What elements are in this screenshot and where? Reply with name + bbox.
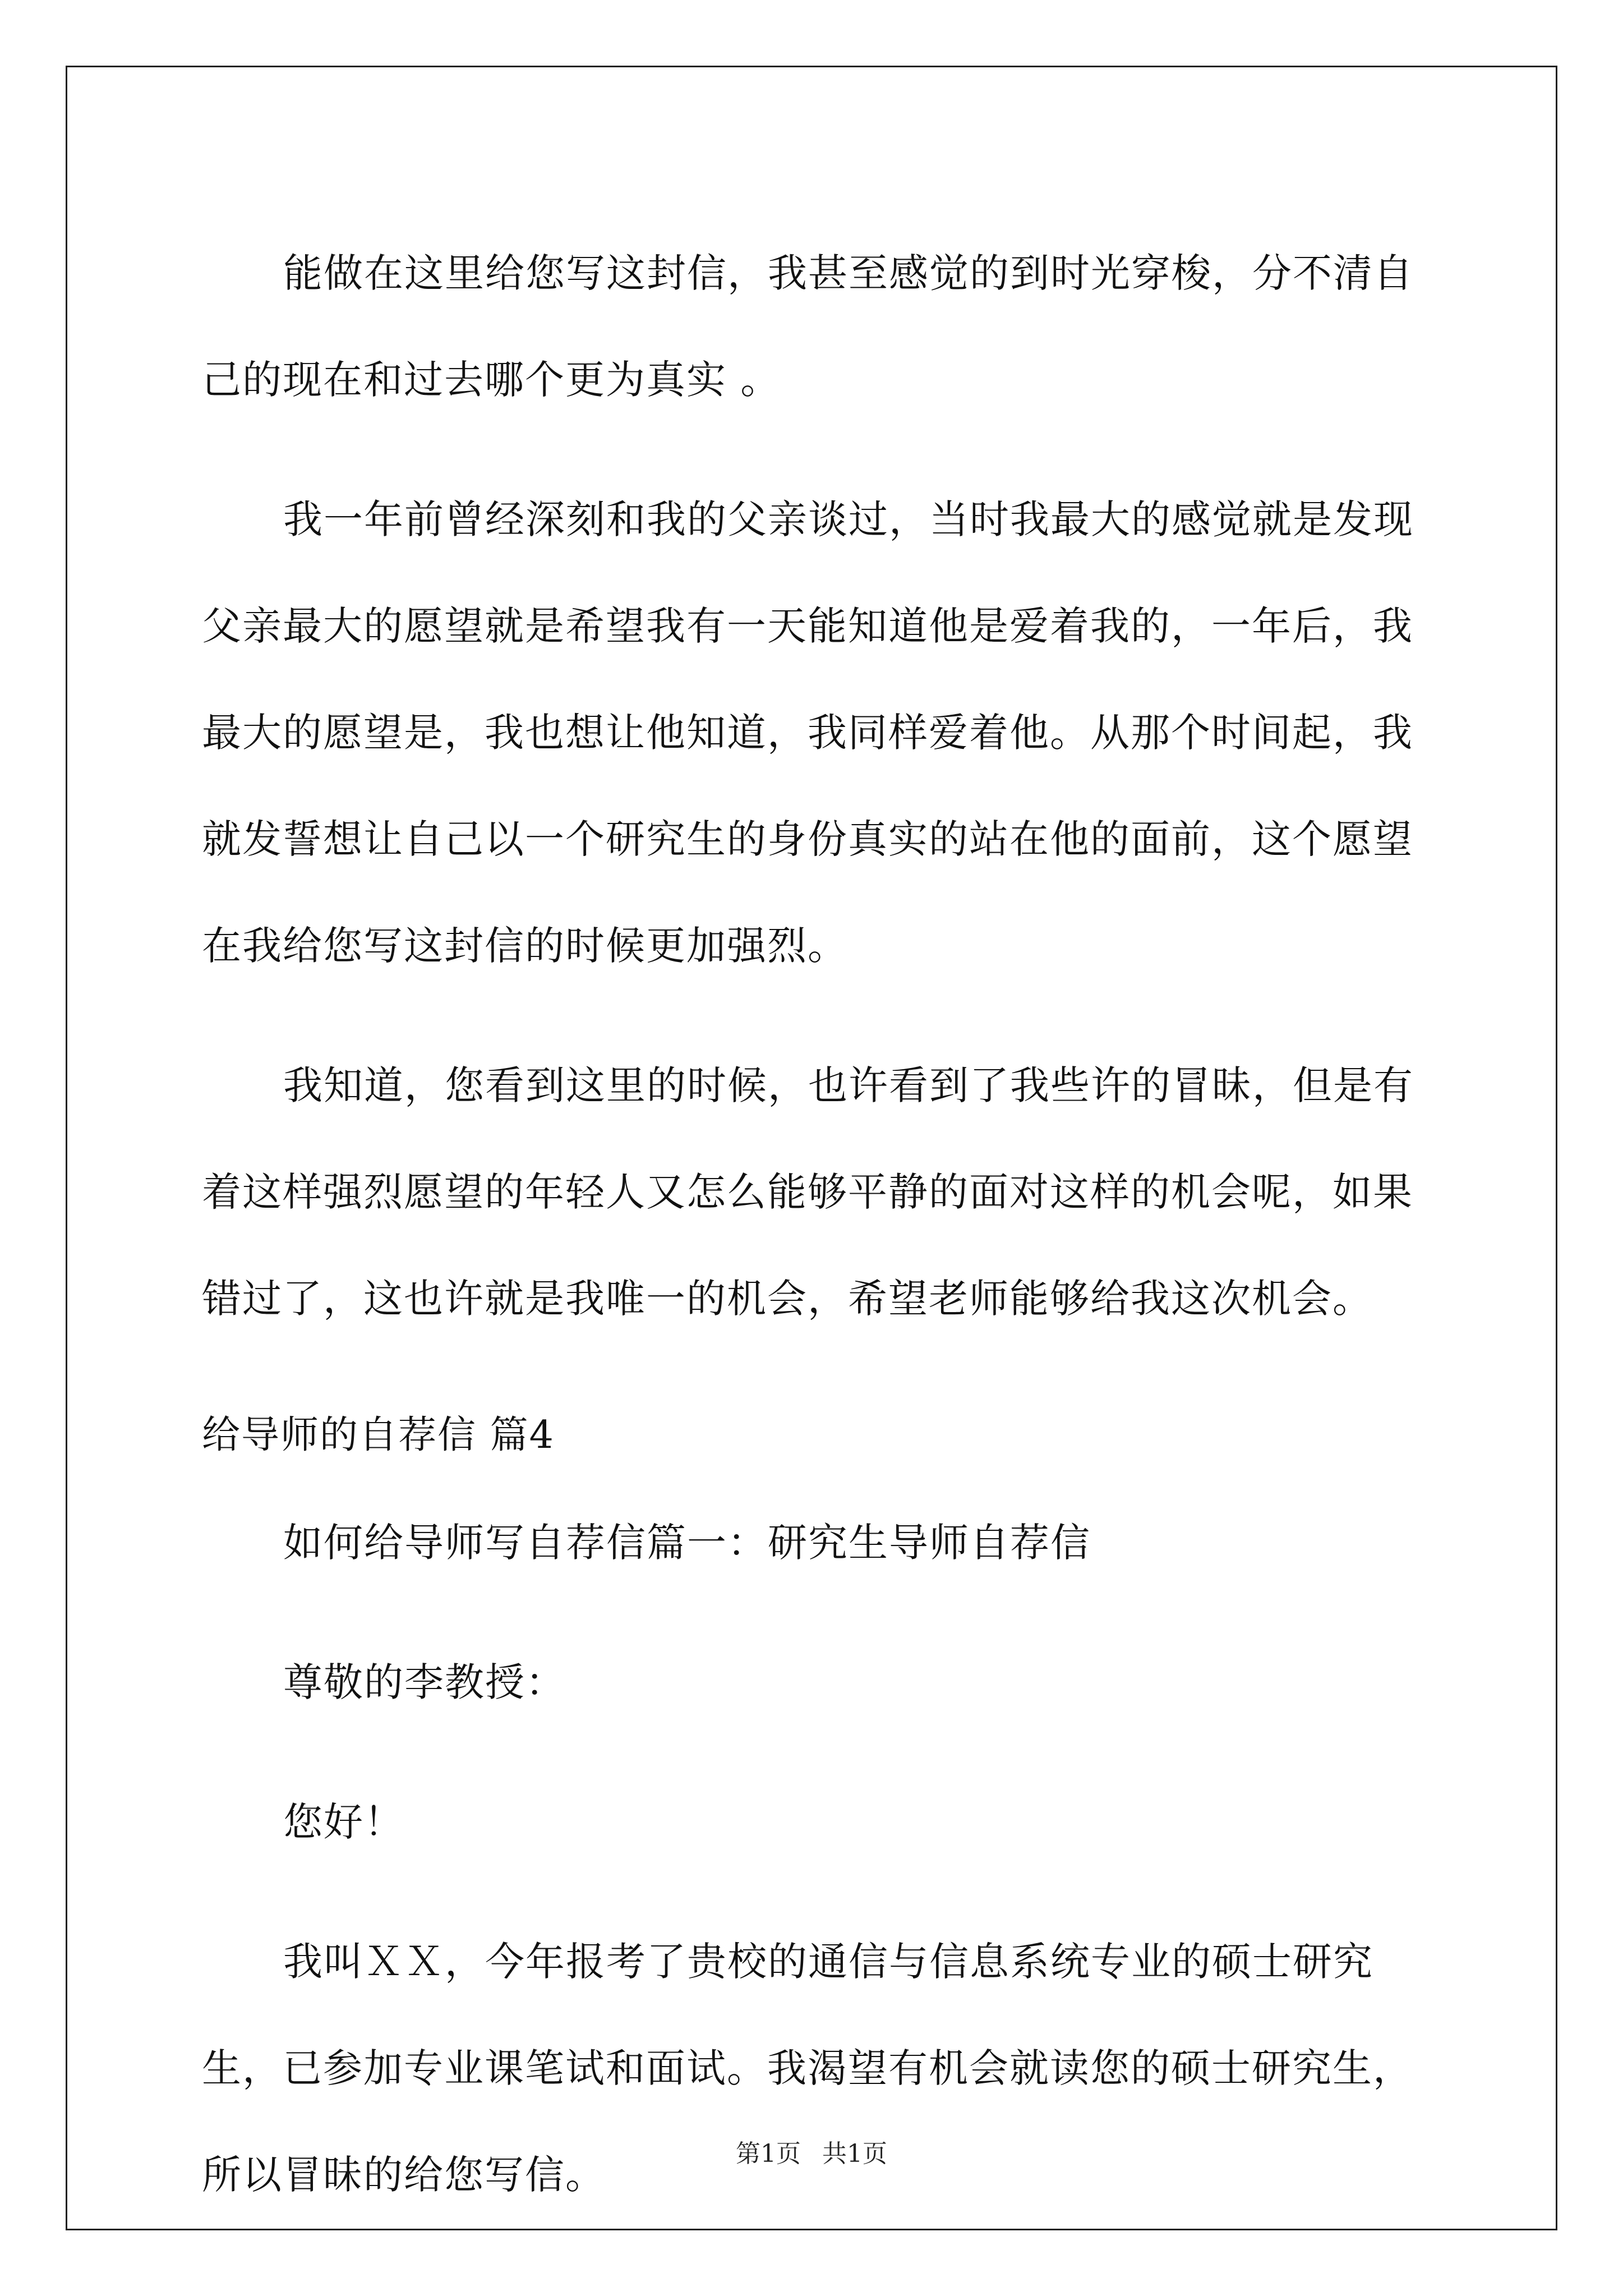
paragraph-3: 我知道，您看到这里的时候，也许看到了我些许的冒昧，但是有着这样强烈愿望的年轻人又怎么能够平静的面对这样的机会呢，如果错过了，这也许就是我唯一的机会，希望老师能够给我这次机会。 [202, 1062, 1414, 1322]
section-heading: 给导师的自荐信 篇4 [202, 1413, 555, 1457]
page-number-label: 第1页 [736, 2139, 801, 2168]
section-paragraph-1: 如何给导师写自荐信篇一：研究生导师自荐信 [283, 1520, 1091, 1566]
page-total-label: 共1页 [822, 2139, 887, 2168]
paragraph-1: 能做在这里给您写这封信，我甚至感觉的到时光穿梭，分不清自己的现在和过去哪个更为真实 。 [202, 250, 1414, 403]
page-footer [0, 2138, 1623, 2170]
section-paragraph-3: 您好！ [283, 1799, 404, 1845]
document-body [202, 220, 1441, 2261]
paragraph-2: 我一年前曾经深刻和我的父亲谈过，当时我最大的感觉就是发现父亲最大的愿望就是希望我有一天能知道他是爱着我的，一年后，我最大的愿望是，我也想让他知道，我同样爱着他。从那个时间起，我就发誓想让自己以一个研究生的身份真实的站在他的面前，这个愿望在我给您写这封信的时候更加强烈。 [202, 496, 1414, 969]
section-paragraph-2: 尊敬的李教授： [283, 1659, 566, 1705]
section-paragraph-4: 我叫ＸＸ，今年报考了贵校的通信与信息系统专业的硕士研究生，已参加专业课笔试和面试。我渴望有机会就读您的硕士研究生，所以冒昧的给您写信。 [202, 1939, 1413, 2198]
